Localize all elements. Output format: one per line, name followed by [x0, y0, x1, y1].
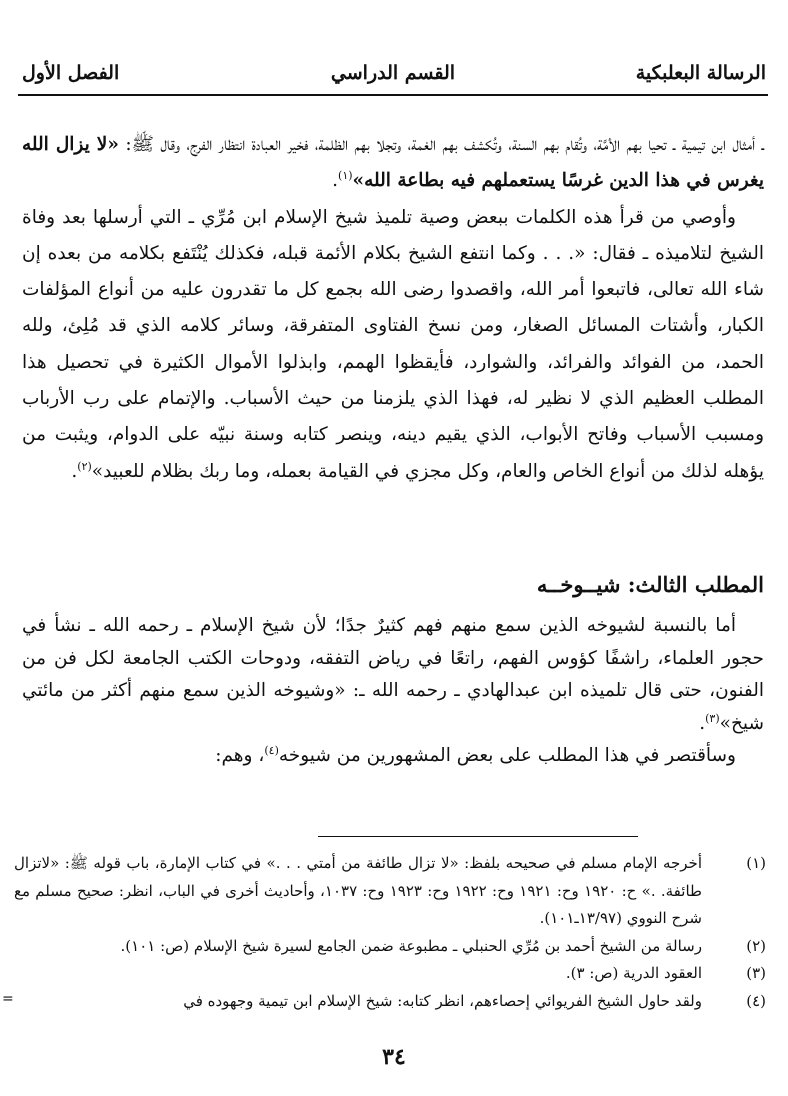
header-rule: [18, 94, 768, 96]
footnote-rule: [318, 836, 638, 837]
footnote-number: (٤): [746, 991, 766, 1010]
main-text: [22, 127, 764, 490]
footnote-ref-2: (٢): [77, 459, 92, 473]
header-book-title: الرسالة البعلبكية: [635, 62, 766, 84]
footnote-text: العقود الدرية (ص: ٣).: [565, 964, 702, 982]
hadith-quote: «لا يزال الله يغرس في هذا الدين غرسًا يستعملهم فيه بطاعة الله»: [22, 134, 764, 192]
header-chapter: الفصل الأول: [22, 62, 120, 84]
paragraph-4-end: ، وهم:: [215, 745, 265, 766]
footnote-3: [14, 960, 766, 988]
paragraph-2: [22, 200, 764, 490]
page-number: ٣٤: [382, 1044, 406, 1070]
paragraph-2-end: .: [71, 460, 78, 482]
footnote-number: (١): [746, 854, 766, 872]
footnotes: [2, 850, 766, 1015]
footnote-text: ولقد حاول الشيخ الفريوائي إحصاءهم، انظر كتابه: شيخ الإسلام ابن تيمية وجهوده في: [183, 991, 702, 1010]
footnote-number: (٣): [746, 964, 766, 982]
paragraph-4: [22, 740, 764, 773]
paragraph-1: [22, 127, 764, 200]
continuation-mark: =: [2, 990, 14, 1007]
paragraph-1-text: ـ أمثال ابن تيمية ـ تحيا بهم الأمَّة، وتُقام بهم السنة، وتُكشف بهم الغمة، وتجلا بهم الظلمة، فخير العبادة انتظار الفرج، وقال ﷺ:: [118, 134, 764, 155]
footnote-ref-3: (٣): [705, 711, 720, 725]
running-header: [18, 58, 768, 94]
footnote-ref-1: (١): [338, 169, 353, 183]
paragraph-3-text: أما بالنسبة لشيوخه الذين سمع منهم فهم كثيرٌ جدًا؛ لأن شيخ الإسلام ـ رحمه الله ـ نشأ في حجور العلماء، راشفًا كؤوس الفهم، راتعًا في رياض التفقه، ودوحات الكتب الجامعة لكل فن من الفنون، حتى قال تلميذه ابن عبدالهادي ـ رحمه الله ـ: «وشيوخه الذين سمع منهم أكثر من مائتي شيخ»: [22, 615, 764, 734]
paragraph-4-text: وسأقتصر في هذا المطلب على بعض المشهورين من شيوخه: [278, 745, 736, 766]
footnote-text: أخرجه الإمام مسلم في صحيحه بلفظ: «لا تزال طائفة من أمتي . . .» في كتاب الإمارة، باب قوله ﷺ: «لاتزال طائفة. .» ح: ١٩٢٠ وح: ١٩٢١ وح: ١٩٢٢ وح: ١٩٢٣ وح: ١٠٣٧، وأحاديث أخرى في الباب، انظر: صحيح مسلم مع شرح النووي (١٣/٩٧ـ١٠١).: [14, 854, 702, 927]
footnote-1: [14, 850, 766, 933]
footnote-ref-4: (٤): [264, 743, 279, 757]
paragraph-2-text: وأوصي من قرأ هذه الكلمات ببعض وصية تلميذ شيخ الإسلام ابن مُرِّي ـ التي أرسلها بعد وفاة الشيخ لتلاميذه ـ فقال: «. . . وكما انتفع الشيخ بكلام الأئمة قبله، فكذلك يُنْتَفع بكلامه من بعده إن شاء الله تعالى، فاتبعوا أمر الله، واقصدوا رضى الله بجمع كل ما تقدرون عليه من أنواع المؤلفات الكبار، وأشتات المسائل الصغار، ومن نسخ الفتاوى المتفرقة، وسائر كلامه الذي قد مُلِئ، ولله الحمد، من الفوائد والفرائد، والشوارد، فأيقظوا الهمم، وابذلوا الأموال الكثيرة في تحصيل هذا المطلب العظيم الذي لا نظير له، فهذا الذي يلزمنا من حيث الأسباب. والإتمام على رب الأرباب ومسبب الأسباب وفاتح الأبواب، الذي يقيم دينه، وينصر كتابه وسنة نبيّه على الدوام، ويثبت من يؤهله لذلك من أنواع الخاص والعام، وكل مجزي في القيامة بعمله، وما ربك بظلام للعبيد»: [22, 206, 764, 482]
header-section: القسم الدراسي: [330, 62, 456, 84]
paragraph-3: [22, 610, 764, 740]
section-text: [22, 610, 764, 773]
footnote-2: [14, 933, 766, 961]
footnote-number: (٢): [746, 936, 766, 955]
paragraph-3-end: .: [699, 712, 706, 734]
footnote-4: [2, 988, 766, 1016]
footnote-text: رسالة من الشيخ أحمد بن مُرِّي الحنبلي ـ مطبوعة ضمن الجامع لسيرة شيخ الإسلام (ص: ١٠١).: [120, 936, 702, 955]
paragraph-1-end: .: [332, 170, 339, 192]
section-heading: المطلب الثالث: شيــوخــه: [536, 572, 764, 597]
